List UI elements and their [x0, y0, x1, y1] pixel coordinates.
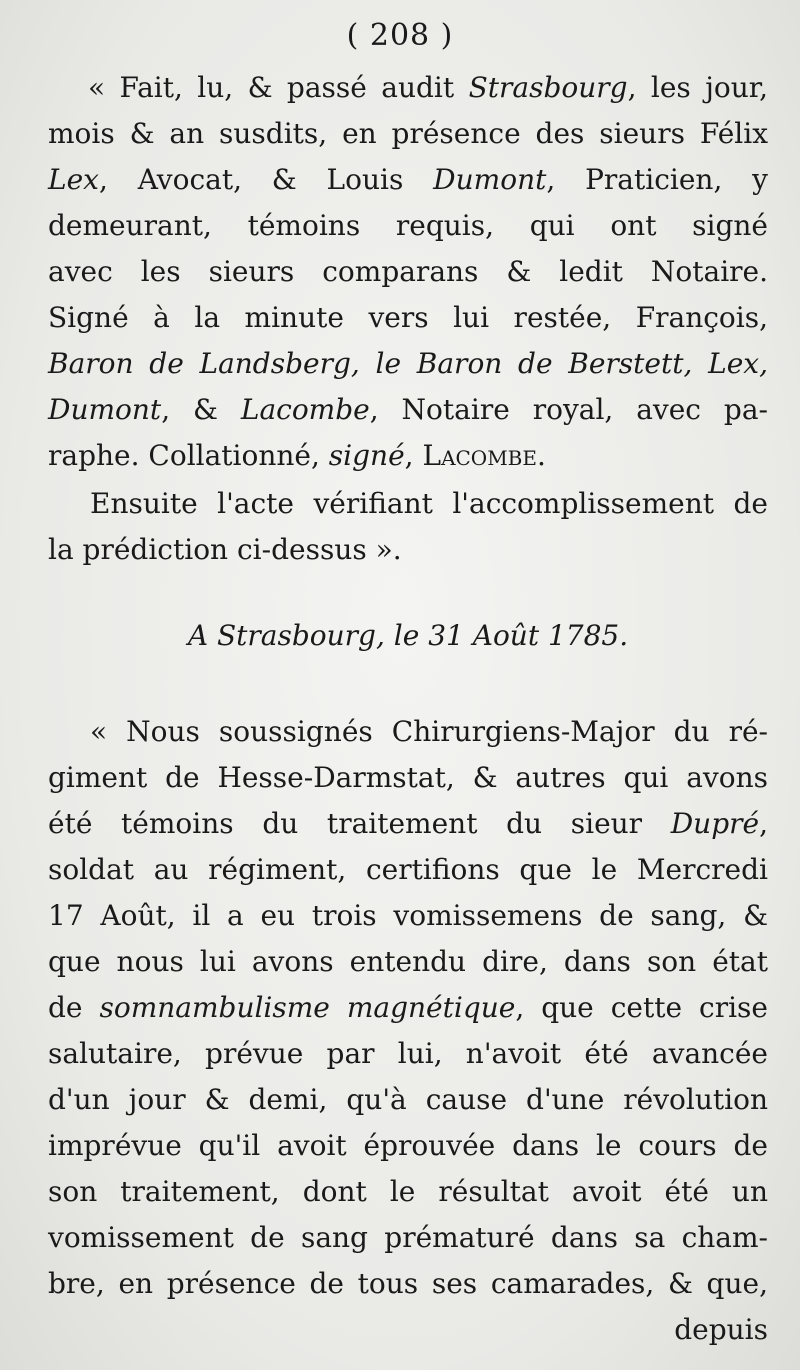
text-segment: 17 Août, il a eu trois vomissemens de sang, &: [48, 899, 768, 932]
text-line: [48, 1080, 768, 1120]
text-line: [48, 804, 768, 844]
italic-text: Dumont: [433, 163, 547, 196]
text-segment: « Nous soussignés Chirurgiens-Major du ré-: [90, 715, 768, 748]
text-segment: la prédiction ci-dessus ».: [48, 533, 402, 566]
text-segment: son traitement, dont le résultat avoit été un: [48, 1175, 768, 1208]
italic-text: Baron de Landsberg, le Baron de Berstett, Lex,: [48, 347, 768, 380]
small-caps-text: Lacombe: [422, 439, 537, 472]
text-line: [48, 390, 768, 430]
text-segment: .: [536, 439, 546, 472]
text-line: [48, 530, 768, 570]
text-line: [48, 1172, 768, 1212]
text-line: [48, 298, 768, 338]
text-segment: depuis: [674, 1313, 768, 1346]
text-segment: demeurant, témoins requis, qui ont signé: [48, 209, 768, 242]
text-segment: Signé à la minute vers lui restée, François,: [48, 301, 768, 334]
text-segment: salutaire, prévue par lui, n'avoit été avancée: [48, 1037, 768, 1070]
text-segment: , &: [161, 393, 241, 426]
text-line: [48, 1310, 768, 1350]
text-line: [48, 1218, 768, 1258]
text-line: [48, 988, 768, 1028]
text-segment: giment de Hesse-Darmstat, & autres qui avons: [48, 761, 768, 794]
text-line: [48, 252, 768, 292]
text-line: [88, 68, 768, 108]
text-segment: « Fait, lu, & passé audit: [88, 71, 469, 104]
text-line: [48, 436, 768, 476]
text-segment: mois & an susdits, en présence des sieurs Félix: [48, 117, 768, 150]
text-line: [90, 484, 768, 524]
text-segment: Ensuite l'acte vérifiant l'accomplissement de: [90, 487, 768, 520]
text-line: [48, 850, 768, 890]
italic-text: Dupré: [670, 807, 760, 840]
text-segment: , Praticien, y: [546, 163, 768, 196]
text-line: [90, 712, 768, 752]
text-segment: d'un jour & demi, qu'à cause d'une révolution: [48, 1083, 768, 1116]
italic-text: somnambulisme magnétique: [99, 991, 516, 1024]
text-segment: , les jour,: [627, 71, 768, 104]
text-line: [48, 1264, 768, 1304]
italic-text: signé: [328, 439, 405, 472]
text-segment: ,: [759, 807, 768, 840]
italic-text: Dumont: [48, 393, 162, 426]
text-line: [48, 114, 768, 154]
text-segment: que nous lui avons entendu dire, dans son état: [48, 945, 768, 978]
italic-text: Lex: [48, 163, 99, 196]
text-line: [48, 160, 768, 200]
text-segment: , que cette crise: [515, 991, 768, 1024]
text-segment: imprévue qu'il avoit éprouvée dans le cours de: [48, 1129, 768, 1162]
text-segment: avec les sieurs comparans & ledit Notaire.: [48, 255, 768, 288]
text-segment: été témoins du traitement du sieur: [48, 807, 671, 840]
text-line: [48, 344, 768, 384]
text-segment: ,: [404, 439, 423, 472]
text-line: [48, 1034, 768, 1074]
page-number: ( 208 ): [346, 18, 454, 53]
text-segment: A Strasbourg, le 31 Août 1785.: [187, 619, 629, 652]
text-segment: , Notaire royal, avec pa-: [369, 393, 768, 426]
text-line: [48, 616, 768, 656]
italic-text: Lacombe: [240, 393, 370, 426]
text-line: [48, 758, 768, 798]
text-line: [48, 1126, 768, 1166]
text-line: [48, 942, 768, 982]
text-segment: , Avocat, & Louis: [98, 163, 434, 196]
text-line: [48, 206, 768, 246]
text-segment: bre, en présence de tous ses camarades, & que,: [48, 1267, 768, 1300]
italic-text: Strasbourg: [468, 71, 628, 104]
text-segment: vomissement de sang prématuré dans sa cham-: [48, 1221, 768, 1254]
text-segment: soldat au régiment, certifions que le Mercredi: [48, 853, 768, 886]
text-segment: raphe. Collationné,: [48, 439, 329, 472]
text-line: [48, 896, 768, 936]
text-segment: de: [48, 991, 100, 1024]
